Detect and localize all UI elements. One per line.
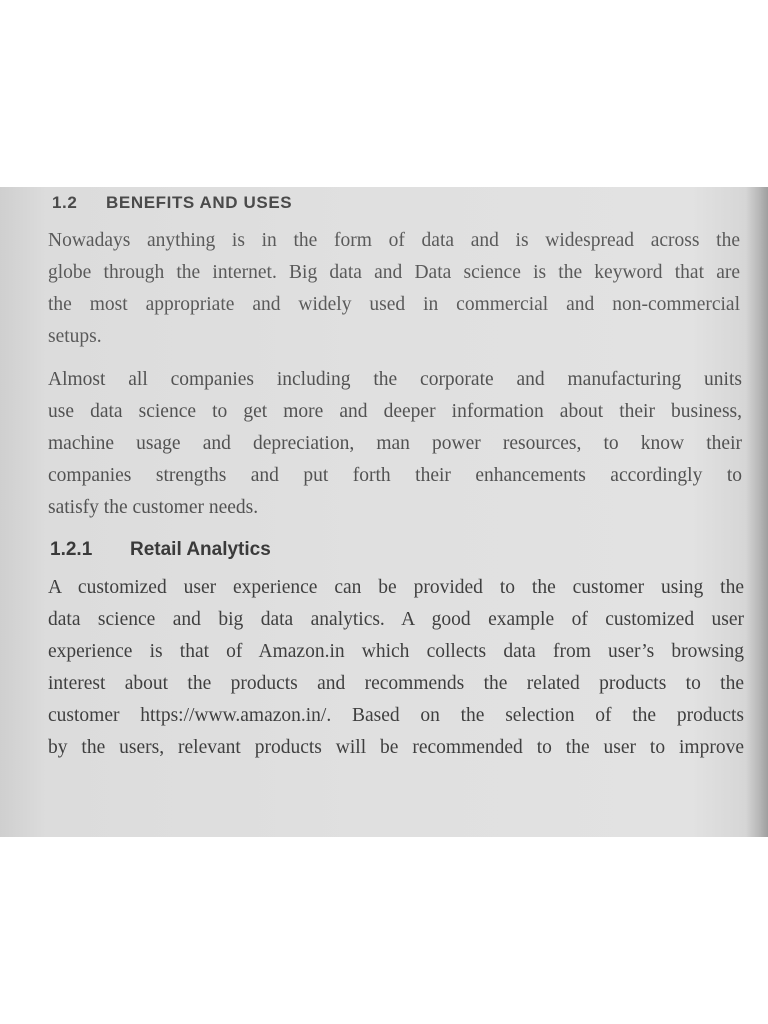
paragraph-line: interest about the products and recommends the related products to the xyxy=(48,673,744,694)
paragraph-line: Almost all companies including the corporate and manufacturing units xyxy=(48,369,742,390)
paragraph-line: by the users, relevant products will be recommended to the user to improve xyxy=(48,737,744,758)
paragraph-line: Nowadays anything is in the form of data and is widespread across the xyxy=(48,230,740,251)
paragraph-line: companies strengths and put forth their enhancements accordingly to xyxy=(48,465,742,486)
paragraph-line: setups. xyxy=(48,326,102,347)
paragraph-line: machine usage and depreciation, man power resources, to know their xyxy=(48,433,742,454)
paragraph-retail-analytics xyxy=(48,572,744,764)
book-page-photo xyxy=(0,187,768,837)
section-number: 1.2 xyxy=(52,193,78,212)
paragraph-line: customer https://www.amazon.in/. Based on the selection of the products xyxy=(48,705,744,726)
subsection-heading xyxy=(50,539,271,561)
page-content xyxy=(48,187,744,837)
paragraph-line: A customized user experience can be provided to the customer using the xyxy=(48,577,744,598)
paragraph-line: satisfy the customer needs. xyxy=(48,497,259,518)
section-title: BENEFITS AND USES xyxy=(106,193,293,212)
subsection-title: Retail Analytics xyxy=(130,539,271,560)
paragraph-companies xyxy=(48,364,742,524)
paragraph-intro xyxy=(48,225,740,353)
paragraph-line: experience is that of Amazon.in which collects data from user’s browsing xyxy=(48,641,744,662)
paragraph-line: globe through the internet. Big data and Data science is the keyword that are xyxy=(48,262,740,283)
page-edge-shadow xyxy=(746,187,768,837)
paragraph-line: use data science to get more and deeper information about their business, xyxy=(48,401,742,422)
section-heading xyxy=(52,193,292,213)
paragraph-line: data science and big data analytics. A good example of customized user xyxy=(48,609,744,630)
subsection-number: 1.2.1 xyxy=(50,539,93,560)
paragraph-line: the most appropriate and widely used in commercial and non-commercial xyxy=(48,294,740,315)
